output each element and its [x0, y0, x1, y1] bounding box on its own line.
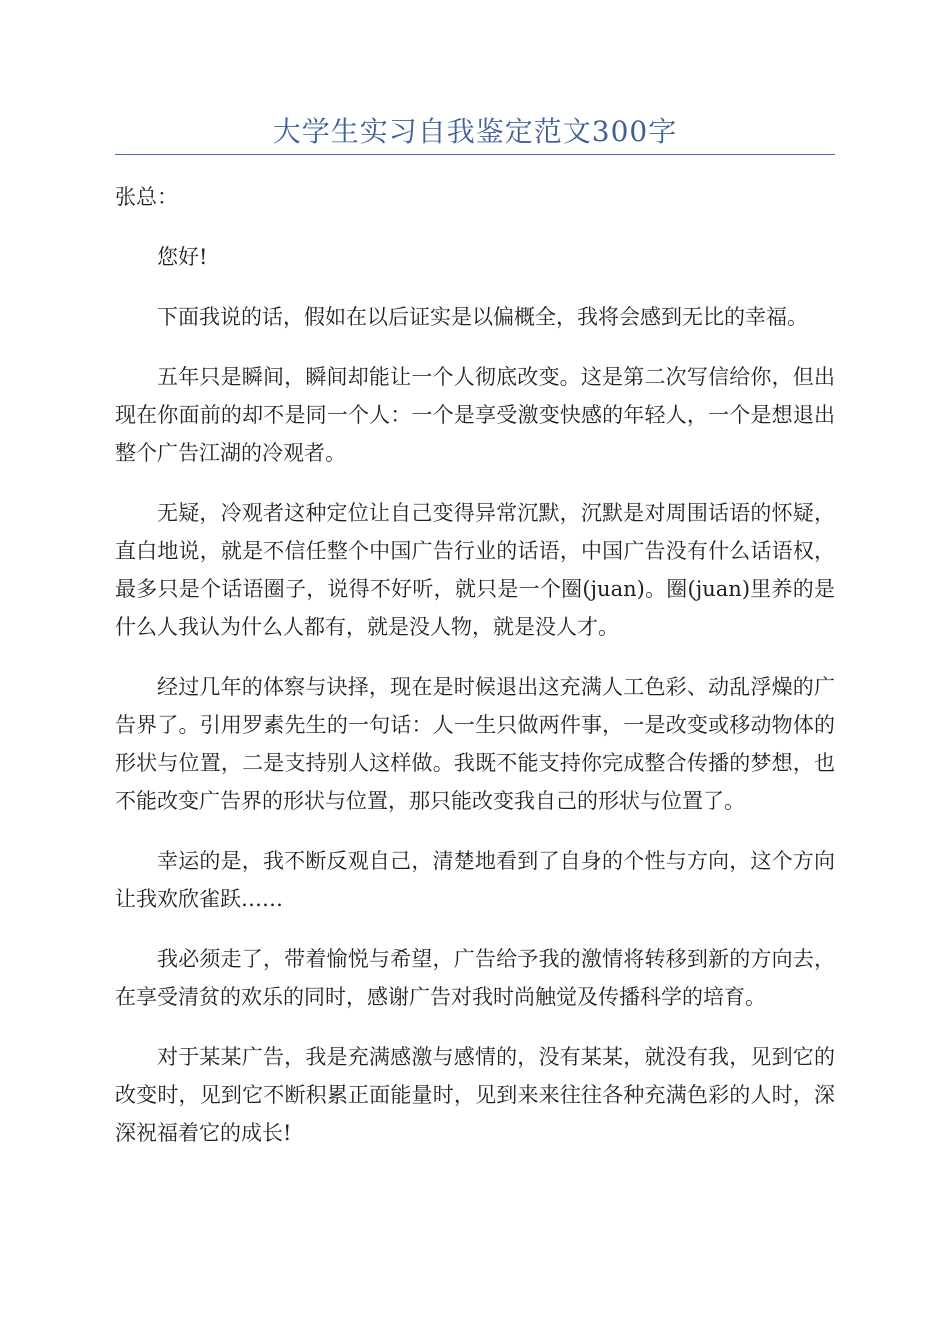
paragraph-4: 经过几年的体察与诀择，现在是时候退出这充满人工色彩、动乱浮燥的广告界了。引用罗素先生的一句话：人一生只做两件事，一是改变或移动物体的形状与位置，二是支持别人这样做。我既不能支持你完成整合传播的梦想，也不能改变广告界的形状与位置，那只能改变我自己的形状与位置了。: [115, 675, 835, 813]
paragraph-2: 五年只是瞬间，瞬间却能让一个人彻底改变。这是第二次写信给你，但出现在你面前的却不是同一个人：一个是享受激变快感的年轻人，一个是想退出整个广告江湖的冷观者。: [115, 365, 835, 465]
paragraph-5: 幸运的是，我不断反观自己，清楚地看到了自身的个性与方向，这个方向让我欢欣雀跃……: [115, 849, 835, 911]
letter-body: [115, 178, 835, 1174]
paragraph-greeting: 您好!: [157, 245, 208, 269]
paragraph-7: 对于某某广告，我是充满感激与感情的，没有某某，就没有我，见到它的改变时，见到它不断积累正面能量时，见到来来往往各种充满色彩的人时，深深祝福着它的成长!: [115, 1045, 835, 1145]
title-underline: [115, 154, 835, 155]
salutation: 张总：: [115, 185, 178, 209]
paragraph-3: 无疑，冷观者这种定位让自己变得异常沉默，沉默是对周围话语的怀疑，直白地说，就是不信任整个中国广告行业的话语，中国广告没有什么话语权，最多只是个话语圈子，说得不好听，就只是一个圈(juan)。圈(juan)里养的是什么人我认为什么人都有，就是没人物，就是没人才。: [115, 501, 835, 639]
paragraph-6: 我必须走了，带着愉悦与希望，广告给予我的激情将转移到新的方向去，在享受清贫的欢乐的同时，感谢广告对我时尚触觉及传播科学的培育。: [115, 947, 835, 1009]
document-title: 大学生实习自我鉴定范文300字: [272, 115, 678, 148]
paragraph-1: 下面我说的话，假如在以后证实是以偏概全，我将会感到无比的幸福。: [157, 305, 808, 329]
